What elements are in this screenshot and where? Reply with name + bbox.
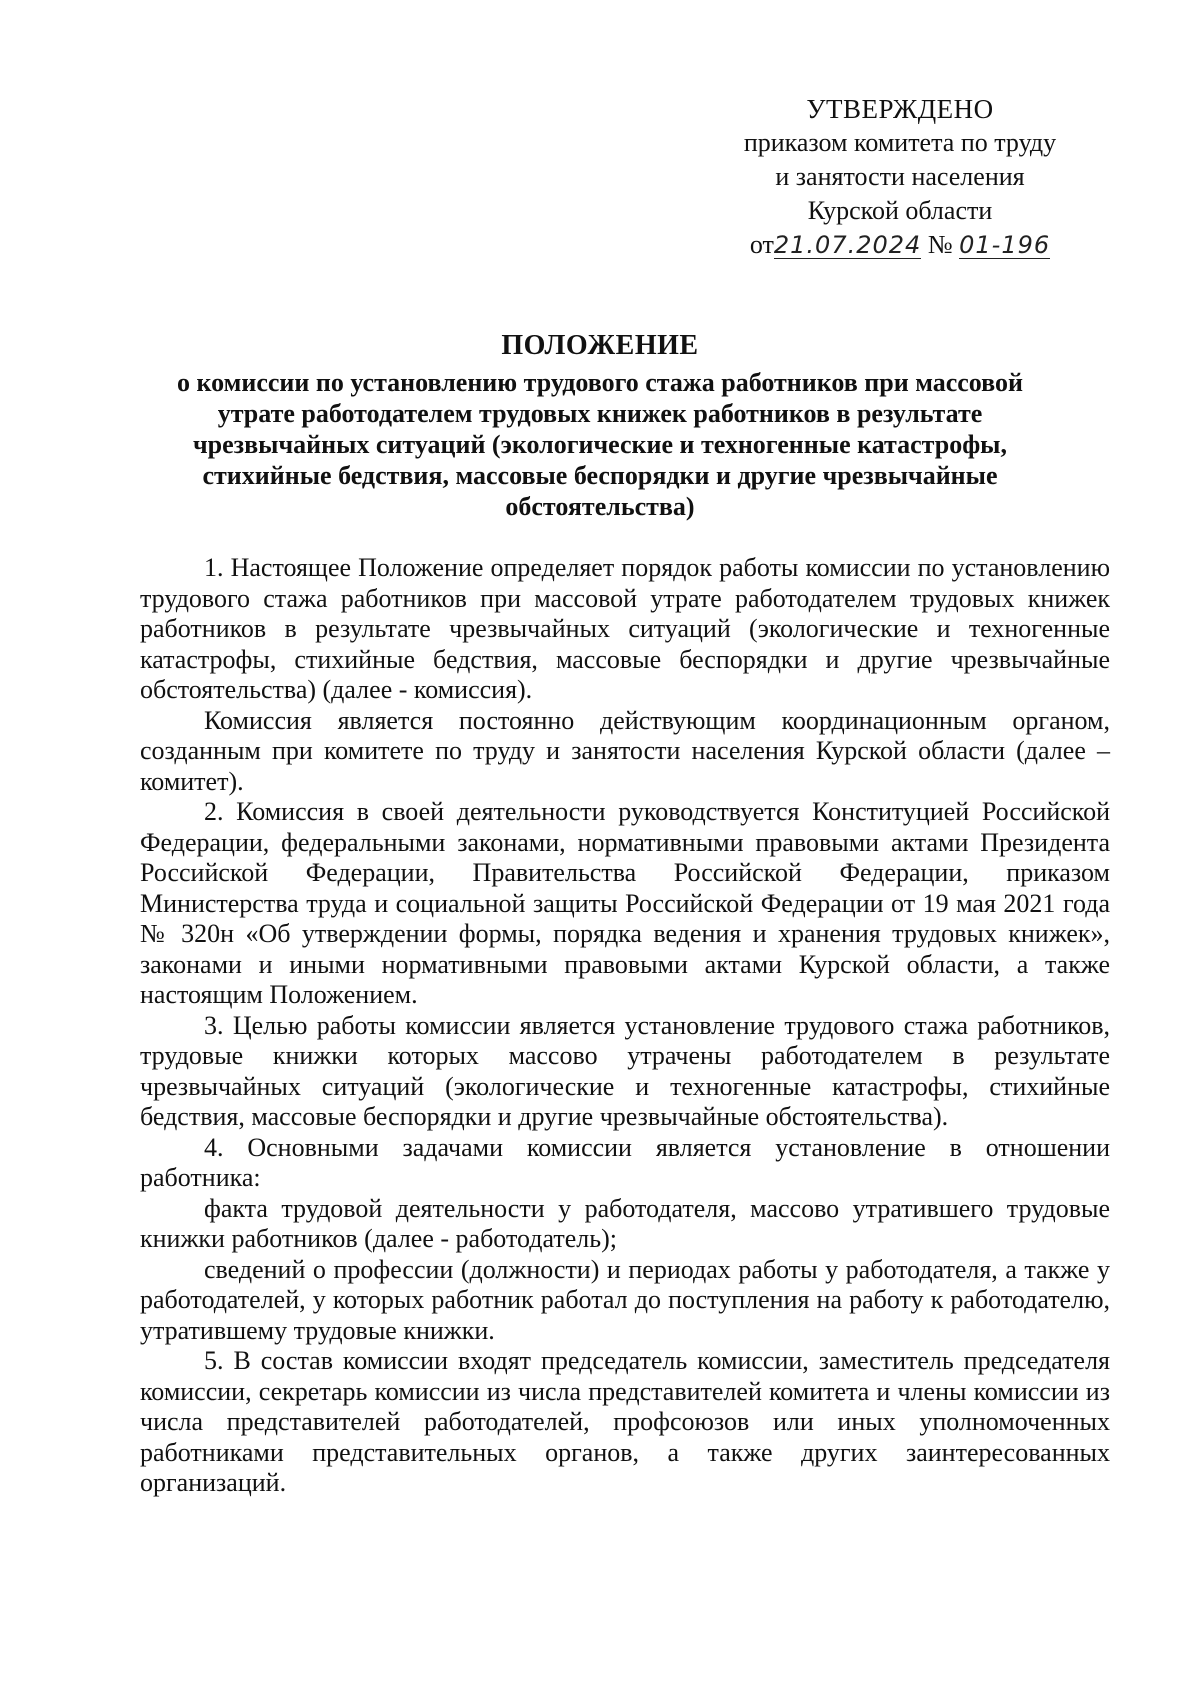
approval-block [700, 92, 1100, 262]
document-title: ПОЛОЖЕНИЕ [501, 330, 699, 361]
document-title-block [150, 330, 1050, 522]
number-sign: № [927, 230, 953, 259]
paragraph-3: 3. Целью работы комиссии является установление трудового стажа работников, трудовые книжки которых массово утрачены работодателем в результате чрезвычайных ситуаций (экологические и техногенные катастрофы, стихийные бедствия, массовые беспорядки и другие чрезвычайные обстоятельства). [140, 1010, 1110, 1131]
handwritten-date: 21.07.2024 [773, 231, 922, 259]
approval-line-2: и занятости населения [775, 162, 1025, 191]
paragraph-4-item-2: сведений о профессии (должности) и периодах работы у работодателя, а также у работодателей, у которых работник работал до поступления на работу к работодателю, утратившему трудовые книжки. [140, 1254, 1110, 1345]
document-body [140, 553, 1110, 1499]
paragraph-4-item-1: факта трудовой деятельности у работодателя, массово утратившего трудовые книжки работников (далее - работодатель); [140, 1193, 1110, 1253]
paragraph-2: 2. Комиссия в своей деятельности руководствуется Конституцией Российской Федерации, федеральными законами, нормативными правовыми актами Президента Российской Федерации, Правительства Российской Федерации, приказом Министерства труда и социальной защиты Российской Федерации от 19 мая 2021 года № 320н «Об утверждении формы, порядка ведения и хранения трудовых книжек», законами и иными нормативными правовыми актами Курской области, а также настоящим Положением. [140, 797, 1110, 1009]
approval-date-line [700, 228, 1100, 262]
approval-line-1: приказом комитета по труду [743, 128, 1057, 157]
document-subtitle: о комиссии по установлению трудового стажа работников при массовой утрате работодателем трудовых книжек работников в результате чрезвычайных ситуаций (экологические и техногенные катастрофы, стихийные бедствия, массовые беспорядки и другие чрезвычайные обстоятельства) [176, 368, 1023, 521]
approval-line-3: Курской области [807, 196, 993, 225]
paragraph-4: 4. Основными задачами комиссии является установление в отношении работника: [140, 1132, 1110, 1192]
approval-stamp: УТВЕРЖДЕНО [806, 94, 994, 124]
handwritten-number: 01-196 [959, 231, 1051, 259]
paragraph-1-cont: Комиссия является постоянно действующим координационным органом, созданным при комитете по труду и занятости населения Курской области (далее – комитет). [140, 705, 1110, 796]
paragraph-1: 1. Настоящее Положение определяет порядок работы комиссии по установлению трудового стажа работников при массовой утрате работодателем трудовых книжек работников в результате чрезвычайных ситуаций (экологические и техногенные катастрофы, стихийные бедствия, массовые беспорядки и другие чрезвычайные обстоятельства) (далее - комиссия). [140, 553, 1110, 704]
date-prefix: от [749, 230, 774, 259]
paragraph-5: 5. В состав комиссии входят председатель комиссии, заместитель председателя комиссии, секретарь комиссии из числа представителей комитета и члены комиссии из числа представителей работодателей, профсоюзов или иных уполномоченных работниками представительных органов, а также других заинтересованных организаций. [140, 1346, 1110, 1497]
